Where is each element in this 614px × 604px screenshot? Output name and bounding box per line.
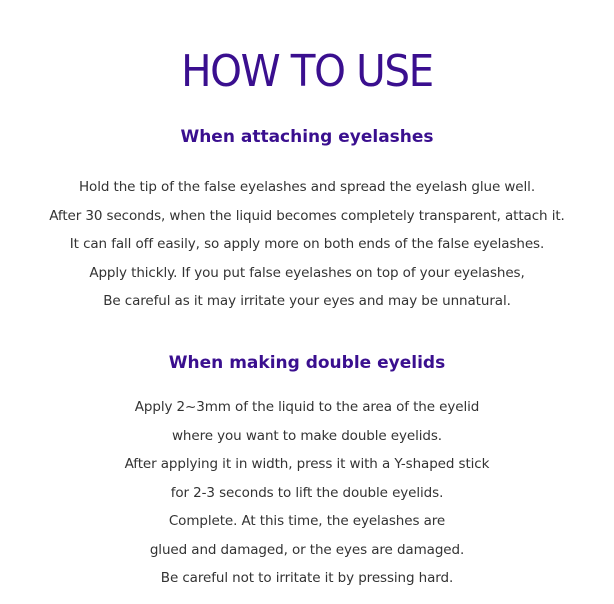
instruction-line: Hold the tip of the false eyelashes and spread the eyelash glue well. [78, 179, 536, 195]
instruction-line: Be careful as it may irritate your eyes and may be unnatural. [103, 293, 511, 309]
instruction-line: glued and damaged, or the eyes are damaged. [149, 541, 465, 558]
page-title: HOW TO USE [181, 46, 433, 97]
instruction-line: After applying it in width, press it with a Y-shaped stick [124, 456, 490, 472]
instruction-line: Be careful not to irritate it by pressing hard. [160, 570, 454, 586]
instruction-line: It can fall off easily, so apply more on both ends of the false eyelashes. [69, 236, 545, 252]
instruction-line: Apply 2~3mm of the liquid to the area of the eyelid [134, 399, 480, 415]
instruction-line: where you want to make double eyelids. [171, 427, 442, 444]
section-heading-double-eyelids: When making double eyelids [168, 353, 446, 373]
instruction-line: After 30 seconds, when the liquid becomes completely transparent, attach it. [49, 207, 565, 224]
instruction-line: Complete. At this time, the eyelashes are [168, 513, 446, 529]
section-body-double-eyelids [0, 393, 614, 593]
instruction-line: for 2-3 seconds to lift the double eyelids. [170, 484, 444, 501]
section-body-attaching-eyelashes [0, 173, 614, 316]
instruction-line: Apply thickly. If you put false eyelashes on top of your eyelashes, [89, 264, 525, 281]
section-heading-attaching-eyelashes: When attaching eyelashes [180, 127, 434, 147]
